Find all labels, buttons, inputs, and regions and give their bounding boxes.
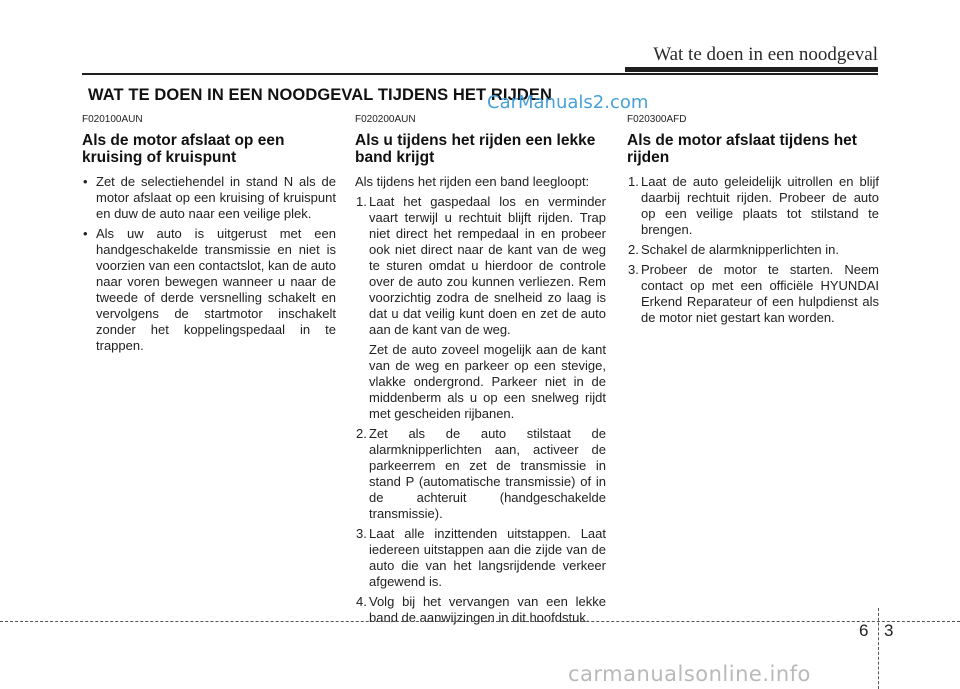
section-code: F020100AUN [82, 114, 143, 125]
step-number: 3. [356, 526, 367, 541]
step-text: Volg bij het vervangen van een lekke band de aanwijzingen in dit hoofdstuk. [369, 594, 606, 625]
step-number: 2. [628, 242, 639, 257]
step-text: Laat alle inzittenden uitstappen. Laat iedereen uitstappen aan die zijde van de auto die van het langsrijdende verkeer afgewend is. [369, 526, 606, 589]
bullet-text: Als uw auto is uitgerust met een handgeschakelde transmissie en niet is voorzien van een contactslot, kan de auto naar voren bewegen wanneer u naar de tweede of derde versnelling schakelt en vervolgens de startmotor inschakelt zonder het koppelingspedaal in te trappen. [96, 226, 336, 353]
step-text: Schakel de alarmknipperlichten in. [641, 242, 839, 257]
chapter-title: Wat te doen in een noodgeval [653, 44, 878, 65]
step-number: 1. [356, 194, 367, 209]
bullet-text: Zet de selectiehendel in stand N als de motor afslaat op een kruising of kruispunt en duw de auto naar een veilige plek. [96, 174, 336, 221]
step-text: Probeer de motor te starten. Neem contact op met een officiële HYUNDAI Erkend Reparateur of een hulpdienst als de motor niet gestart kan worden. [641, 262, 879, 325]
step-text: Laat de auto geleidelijk uitrollen en blijf daarbij rechtuit rijden. Probeer de auto op een veilige plaats tot stilstand te brengen. [641, 174, 879, 237]
bullet-marker: • [83, 174, 88, 189]
column-heading: Als de motor afslaat tijdens het rijden [627, 132, 857, 166]
section-number: 6 [859, 621, 869, 640]
section-title: WAT TE DOEN IN EEN NOODGEVAL TIJDENS HET RIJDEN [88, 86, 553, 104]
step-item [627, 174, 879, 238]
step-item [355, 342, 606, 422]
column-engine-stall-intersection [82, 112, 336, 358]
step-item [627, 242, 879, 258]
section-code: F020200AUN [355, 114, 416, 125]
step-number: 1. [628, 174, 639, 189]
watermark-bottom: carmanualsonline.info [568, 662, 811, 686]
bullet-item [82, 174, 336, 222]
step-item [627, 262, 879, 326]
step-text: Laat het gaspedaal los en verminder vaart terwijl u rechtuit blijft rijden. Trap niet direct het rempedaal in en probeer ook niet direct naar de kant van de weg te sturen omdat u hierdoor de controle over de auto zou kunnen verliezen. Rem voorzichtig zodra de snelheid zo laag is dat u dat veilig kunt doen en zet de auto aan de kant van de weg. [369, 194, 606, 337]
column-heading: Als de motor afslaat op een kruising of kruispunt [82, 132, 285, 166]
step-number: 3. [628, 262, 639, 277]
step-item [355, 526, 606, 590]
column-flat-tire [355, 112, 606, 630]
section-code: F020300AFD [627, 114, 687, 125]
header-rule [82, 73, 878, 75]
watermark-top: CarManuals2.com [487, 92, 649, 113]
step-text: Zet als de auto stilstaat de alarmknipperlichten aan, activeer de parkeerrem en zet de transmissie in stand P (automatische transmissie) of in de achteruit (handgeschakelde transmissie). [369, 426, 606, 521]
header-bar [625, 67, 878, 72]
footer-divider [878, 608, 879, 689]
step-item [355, 194, 606, 338]
column-engine-stall-driving [627, 112, 879, 330]
step-text: Zet de auto zoveel mogelijk aan de kant van de weg en parkeer op een stevige, vlakke ondergrond. Parkeer niet in de middenberm als u op een snelweg rijdt met gescheiden rijbanen. [369, 342, 606, 421]
bullet-marker: • [83, 226, 88, 241]
step-item [355, 426, 606, 522]
step-number: 4. [356, 594, 367, 609]
footer-rule [0, 621, 960, 622]
bullet-item [82, 226, 336, 354]
column-heading: Als u tijdens het rijden een lekke band krijgt [355, 132, 596, 166]
step-number: 2. [356, 426, 367, 441]
intro-text: Als tijdens het rijden een band leegloopt: [355, 174, 590, 189]
page-number: 3 [884, 621, 894, 640]
